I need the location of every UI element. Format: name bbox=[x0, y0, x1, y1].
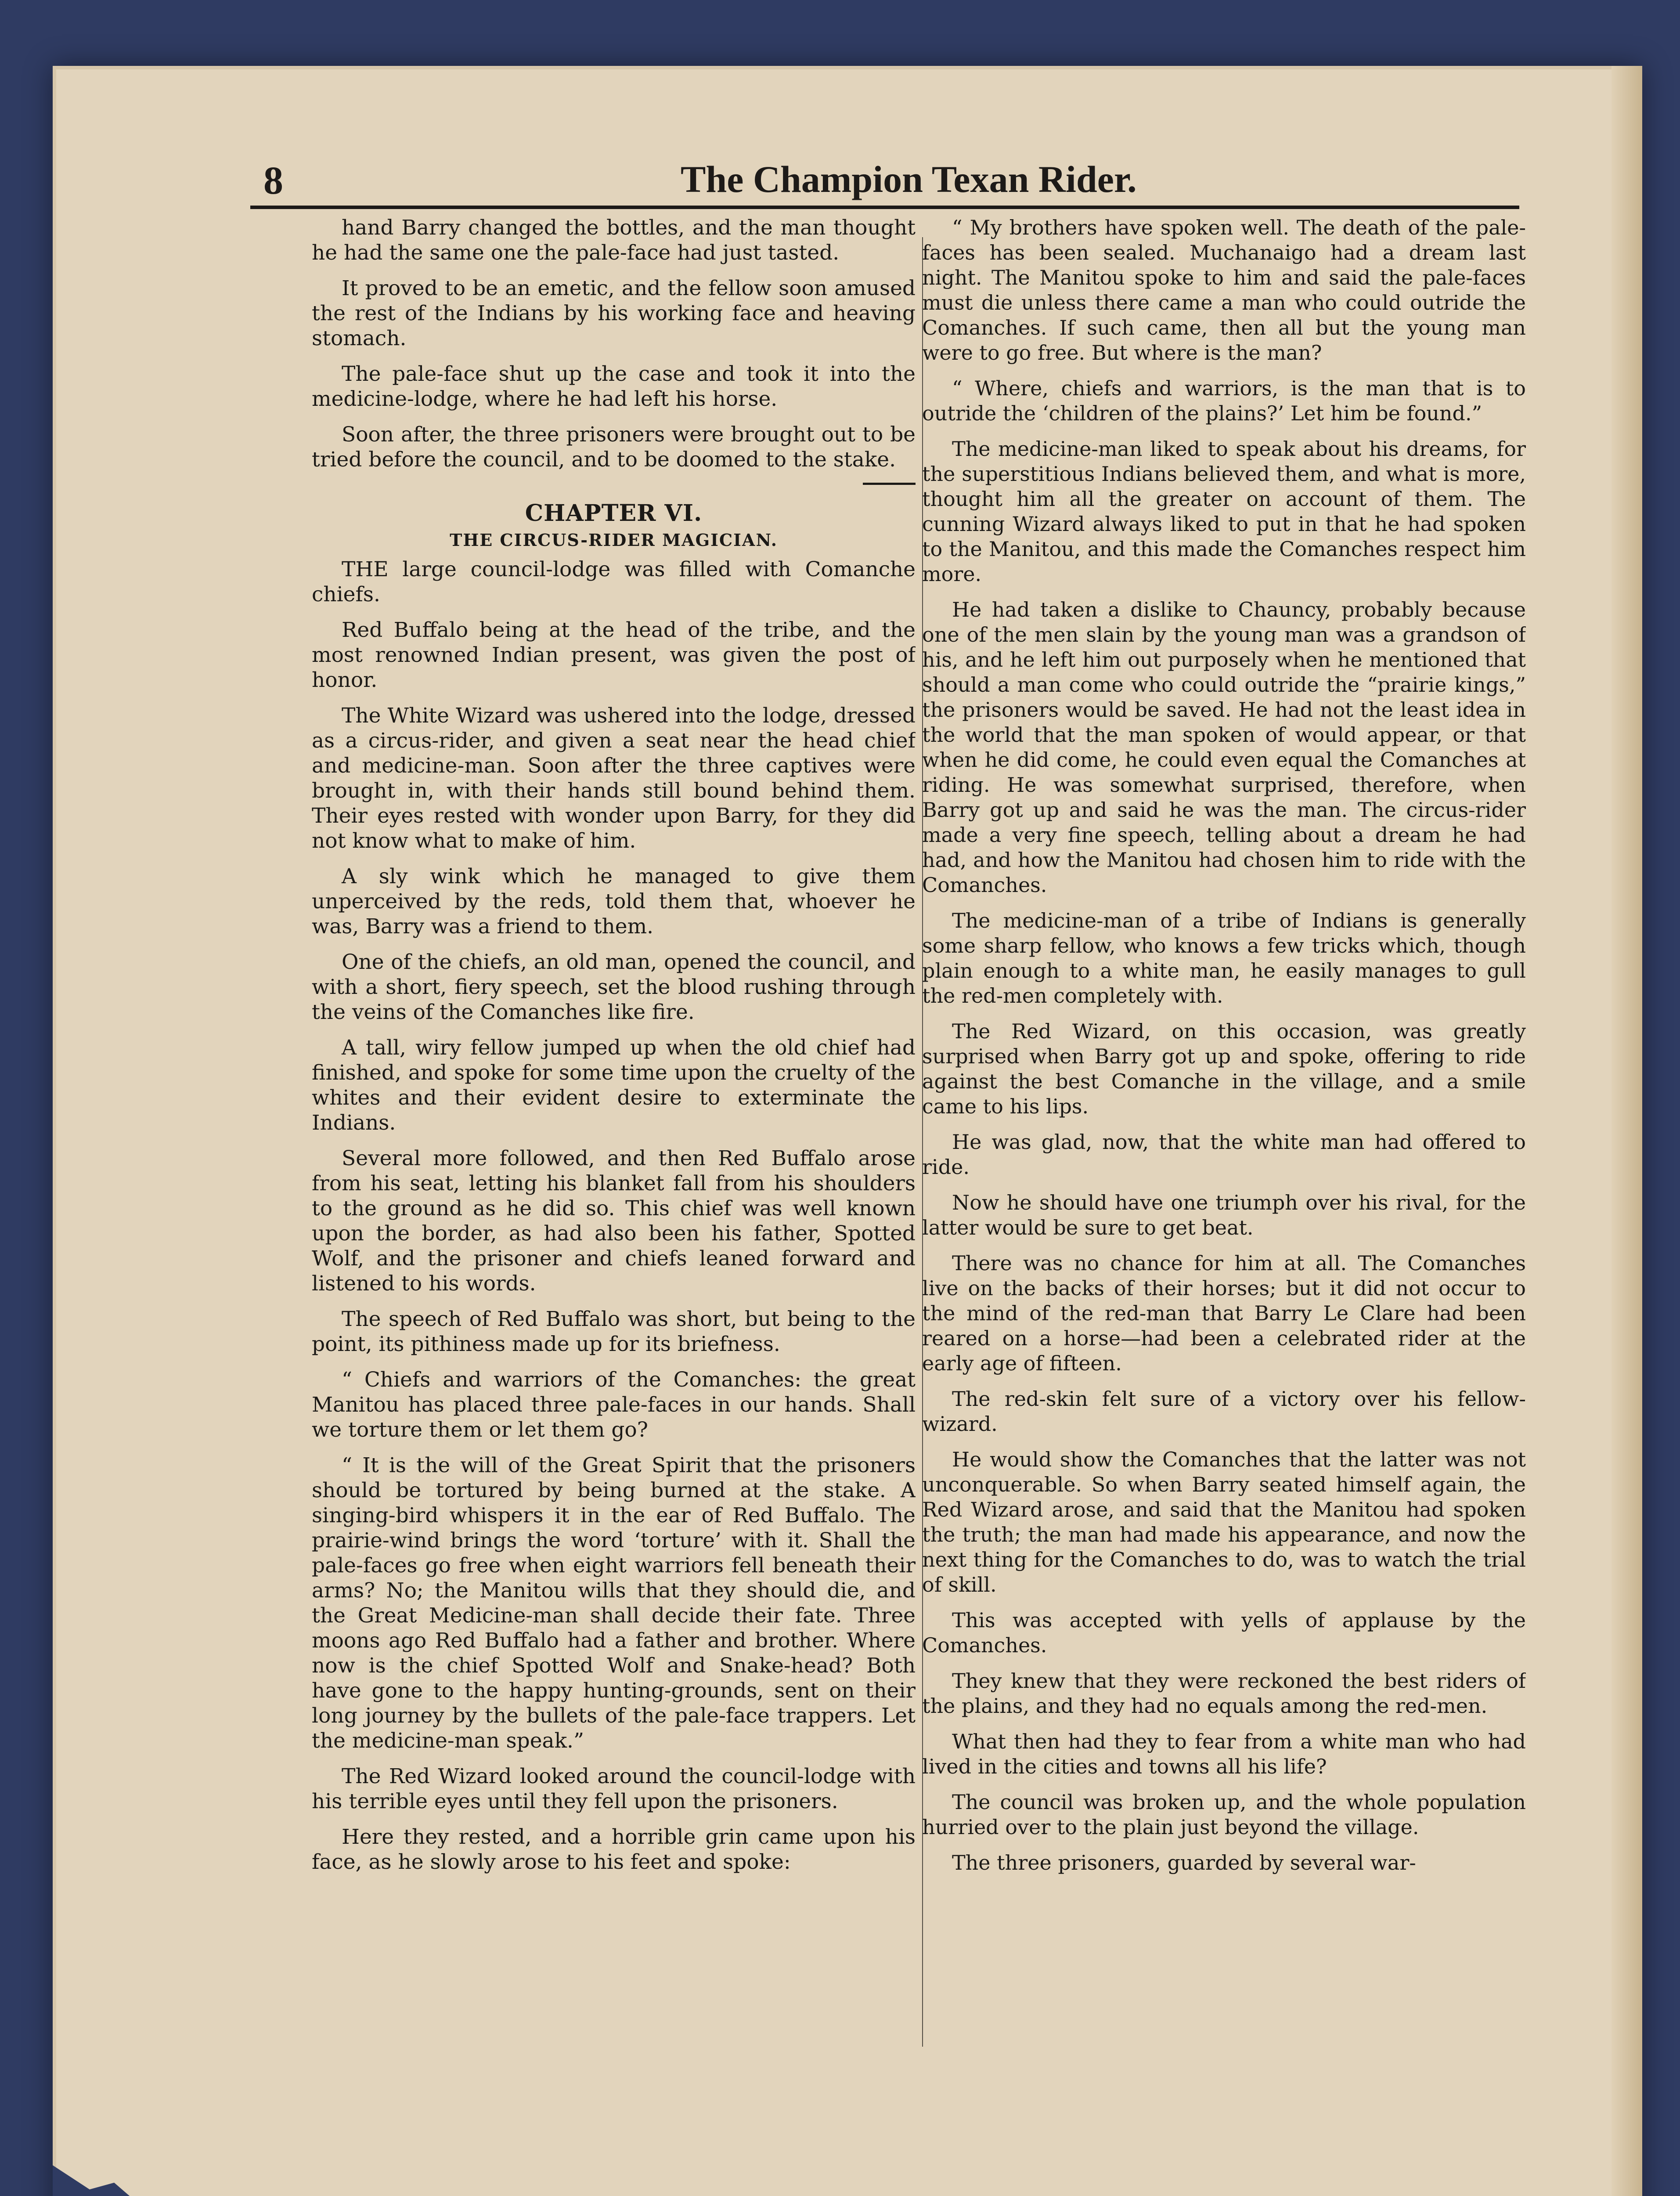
running-header bbox=[250, 145, 1519, 224]
chapter-title: THE CIRCUS-RIDER MAGICIAN. bbox=[450, 530, 778, 550]
story-paragraph: This was accepted with yells of applause by the Comanches. bbox=[922, 1608, 1526, 1657]
chapter-paragraph: A sly wink which he managed to give them unperceived by the reds, told them that, whoever he was, Barry was a friend to them. bbox=[312, 864, 916, 939]
page-number: 8 bbox=[263, 159, 283, 202]
story-paragraph: hand Barry changed the bottles, and the man thought he had the same one the pale-face had just tasted. bbox=[312, 216, 916, 265]
story-paragraph: The medicine-man liked to speak about his dreams, for the superstitious Indians believed them, and what is more, thought him all the greater on account of them. The cunning Wizard always liked to put in that he had spoken to the Manitou, and this made the Comanches respect him more. bbox=[922, 437, 1526, 586]
newspaper-page bbox=[53, 66, 1642, 2196]
header-rule bbox=[250, 206, 1519, 209]
chapter-heading: CHAPTER VI. bbox=[525, 500, 703, 527]
story-paragraph: Now he should have one triumph over his rival, for the latter would be sure to get beat. bbox=[922, 1191, 1526, 1239]
story-paragraph: Soon after, the three prisoners were brought out to be tried before the council, and to be doomed to the stake. bbox=[312, 423, 916, 472]
section-rule bbox=[863, 483, 916, 485]
story-paragraph: It proved to be an emetic, and the fellow soon amused the rest of the Indians by his working face and heaving stomach. bbox=[312, 276, 916, 350]
story-paragraph: He was glad, now, that the white man had offered to ride. bbox=[922, 1130, 1526, 1179]
chapter-paragraph: The Red Wizard looked around the council-lodge with his terrible eyes until they fell upon the prisoners. bbox=[312, 1764, 916, 1813]
chapter-paragraph: Several more followed, and then Red Buffalo arose from his seat, letting his blanket fall from his shoulders to the ground as he did so. This chief was well known upon the border, as had also been his father, Spotted Wolf, and the prisoner and chiefs leaned forward and listened to his words. bbox=[312, 1146, 916, 1296]
left-column bbox=[312, 215, 916, 2104]
story-paragraph: He would show the Comanches that the latter was not unconquerable. So when Barry seated himself again, the Red Wizard arose, and said that the Manitou had spoken the truth; the man had made his appearance, and now the next thing for the Comanches to do, was to watch the trial of skill. bbox=[922, 1448, 1526, 1596]
chapter-paragraph: “ Chiefs and warriors of the Comanches: the great Manitou has placed three pale-faces in our hands. Shall we torture them or let them go? bbox=[312, 1368, 916, 1442]
story-paragraph: “ My brothers have spoken well. The death of the pale-faces has been sealed. Muchanaigo had a dream last night. The Manitou spoke to him and said the pale-faces must die unless there came a man who could outride the Comanches. If such came, then all but the young man were to go free. But where is the man? bbox=[922, 216, 1526, 365]
story-paragraph: What then had they to fear from a white man who had lived in the cities and towns all his life? bbox=[922, 1730, 1526, 1778]
story-paragraph: The pale-face shut up the case and took it into the medicine-lodge, where he had left his horse. bbox=[312, 362, 916, 411]
right-column bbox=[922, 215, 1526, 2104]
story-paragraph: There was no chance for him at all. The Comanches live on the backs of their horses; but it did not occur to the mind of the red-man that Barry Le Clare had been reared on a horse—had been a celebrated rider at the early age of fifteen. bbox=[922, 1251, 1526, 1375]
torn-page-edge bbox=[53, 2165, 360, 2196]
chapter-paragraph: A tall, wiry fellow jumped up when the old chief had finished, and spoke for some time upon the cruelty of the whites and their evident desire to exterminate the Indians. bbox=[312, 1036, 916, 1135]
chapter-paragraph: Red Buffalo being at the head of the tribe, and the most renowned Indian present, was given the post of honor. bbox=[312, 618, 916, 692]
chapter-paragraph: “ It is the will of the Great Spirit that the prisoners should be tortured by being burned at the stake. A singing-bird whispers it in the ear of Red Buffalo. The prairie-wind brings the word ‘torture’ with it. Shall the pale-faces go free when eight warriors fell beneath their arms? No; the Manitou wills that they should die, and the Great Medicine-man shall decide their fate. Three moons ago Red Buffalo had a father and brother. Where now is the chief Spotted Wolf and Snake-head? Both have gone to the happy hunting-grounds, sent on their long journey by the bullets of the pale-face trappers. Let the medicine-man speak.” bbox=[312, 1453, 916, 1753]
chapter-paragraph: THE large council-lodge was filled with Comanche chiefs. bbox=[312, 557, 916, 607]
story-paragraph: The three prisoners, guarded by several war- bbox=[952, 1851, 1416, 1875]
chapter-paragraph: The White Wizard was ushered into the lodge, dressed as a circus-rider, and given a seat near the head chief and medicine-man. Soon after the three captives were brought in, with their hands still bound behind them. Their eyes rested with wonder upon Barry, for they did not know what to make of him. bbox=[312, 704, 916, 853]
running-title: The Champion Texan Rider. bbox=[681, 158, 1137, 200]
page-fold-shadow bbox=[1612, 66, 1642, 2196]
chapter-paragraph: The speech of Red Buffalo was short, but being to the point, its pithiness made up for its briefness. bbox=[312, 1307, 916, 1356]
story-paragraph: He had taken a dislike to Chauncy, probably because one of the men slain by the young man was a grandson of his, and he left him out purposely when he mentioned that should a man come who could outride the “prairie kings,” the prisoners would be saved. He had not the least idea in the world that the man spoken of would appear, or that when he did come, he could even equal the Comanches at riding. He was somewhat surprised, therefore, when Barry got up and said he was the man. The circus-rider made a very fine speech, telling about a dream he had had, and how the Manitou had chosen him to ride with the Comanches. bbox=[922, 598, 1526, 897]
chapter-paragraph: Here they rested, and a horrible grin came upon his face, as he slowly arose to his feet and spoke: bbox=[312, 1825, 916, 1874]
story-paragraph: The medicine-man of a tribe of Indians is generally some sharp fellow, who knows a few tricks which, though plain enough to a white man, he easily manages to gull the red-men completely with. bbox=[922, 909, 1526, 1008]
story-paragraph: The red-skin felt sure of a victory over his fellow-wizard. bbox=[922, 1387, 1526, 1436]
story-paragraph: “ Where, chiefs and warriors, is the man that is to outride the ‘children of the plains?’ Let him be found.” bbox=[922, 376, 1526, 425]
story-paragraph: The council was broken up, and the whole population hurried over to the plain just beyond the village. bbox=[922, 1790, 1526, 1839]
chapter-paragraph: One of the chiefs, an old man, opened the council, and with a short, fiery speech, set the blood rushing through the veins of the Comanches like fire. bbox=[312, 950, 916, 1024]
story-paragraph: They knew that they were reckoned the best riders of the plains, and they had no equals among the red-men. bbox=[922, 1669, 1526, 1718]
story-paragraph: The Red Wizard, on this occasion, was greatly surprised when Barry got up and spoke, offering to ride against the best Comanche in the village, and a smile came to his lips. bbox=[922, 1019, 1526, 1118]
